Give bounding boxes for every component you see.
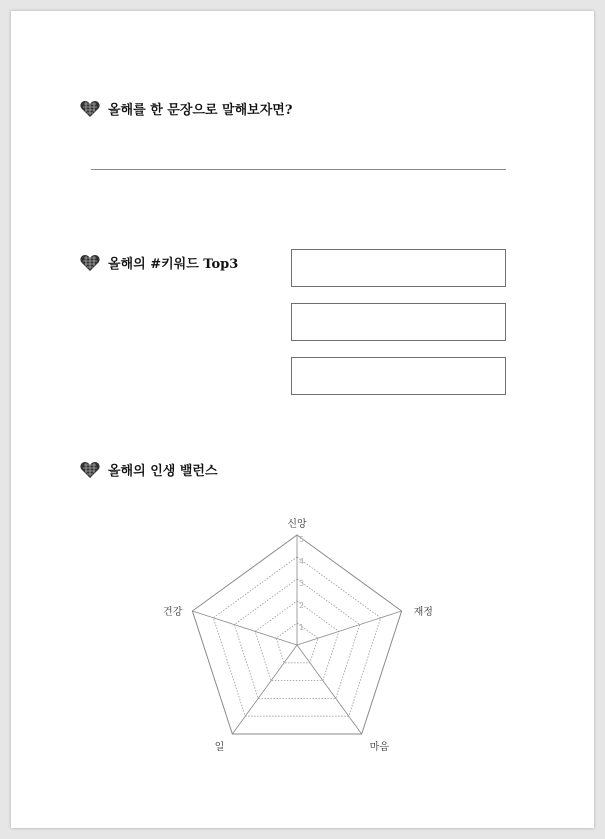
radar-axis-label: 신앙	[287, 519, 307, 530]
radar-tick-label: 3	[299, 579, 305, 588]
keywords-title: 올해의 #키워드 Top3	[108, 257, 239, 272]
radar-tick-label: 2	[299, 601, 305, 610]
radar-axis-label: 일	[214, 741, 225, 753]
life-balance-radar-chart	[11, 11, 594, 828]
worksheet-page	[11, 11, 594, 828]
radar-axis-label: 건강	[163, 607, 183, 619]
radar-spoke	[232, 645, 297, 734]
radar-tick-label: 1	[299, 623, 305, 632]
radar-axis-label: 마음	[369, 741, 389, 753]
year-sentence-title: 올해를 한 문장으로 말해보자면?	[108, 103, 293, 118]
radar-tick-label: 4	[299, 557, 305, 566]
radar-tick-label: 5	[299, 535, 305, 544]
radar-spoke	[297, 645, 362, 734]
radar-spoke	[297, 611, 402, 645]
radar-spoke	[192, 611, 297, 645]
balance-title: 올해의 인생 밸런스	[108, 464, 218, 479]
radar-axis-label: 재정	[413, 607, 433, 619]
